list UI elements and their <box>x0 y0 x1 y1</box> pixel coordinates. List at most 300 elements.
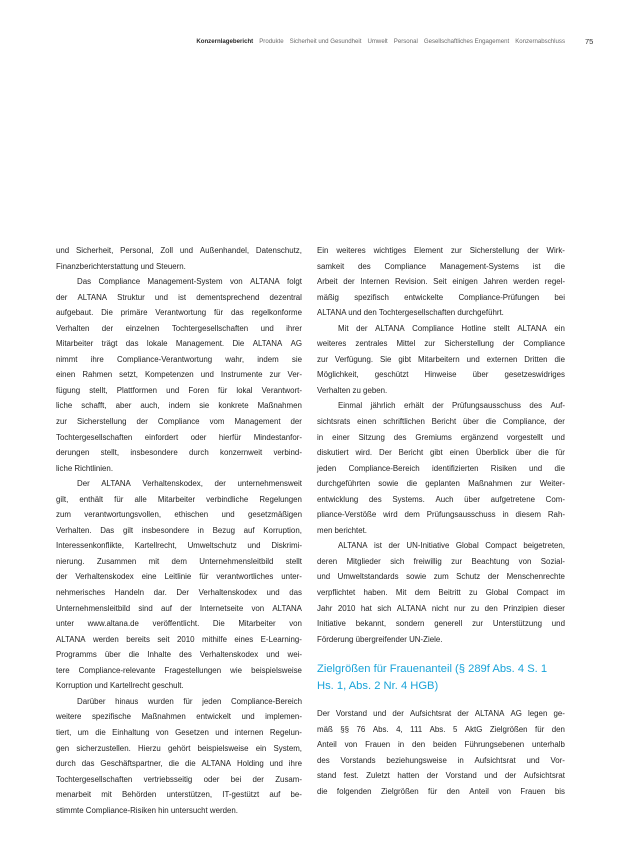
word: unternehmensweit <box>237 479 302 489</box>
page-number: 75 <box>585 37 594 46</box>
word: indem <box>168 401 191 411</box>
word: durchgeführten <box>317 479 371 489</box>
word: die <box>168 759 180 769</box>
word: mit <box>101 790 112 800</box>
word: hatten <box>397 771 420 781</box>
word: des <box>317 755 330 765</box>
word: Kartellrecht, <box>134 541 177 551</box>
word: Compliance <box>384 261 427 271</box>
word: die <box>95 727 106 737</box>
word: Compliance-Verantwortung <box>116 354 213 364</box>
word: geschützt <box>374 370 409 380</box>
word: der <box>457 709 469 719</box>
word: gesetzmäßigen <box>248 510 302 520</box>
word: Vor- <box>550 755 565 765</box>
word: AG <box>290 339 302 349</box>
word: Korruption, <box>263 525 302 535</box>
word: zur <box>450 246 462 255</box>
word: das <box>230 308 244 318</box>
nav-item[interactable]: Konzernabschluss <box>515 38 565 45</box>
word: für <box>199 572 209 582</box>
text-line <box>317 569 565 585</box>
text-line <box>56 336 302 352</box>
word: insbesondere <box>130 448 178 458</box>
word: primäre <box>120 308 148 318</box>
word: des <box>529 401 543 411</box>
word: pliance-Verstöße <box>317 510 377 520</box>
word: Das <box>77 277 92 287</box>
text-line: stimmte Compliance-Risiken hin untersucht werden. <box>56 805 238 815</box>
word: von <box>289 619 302 629</box>
word: generell <box>434 619 463 629</box>
word: Regelun- <box>269 727 302 737</box>
word: Einhaltung <box>112 727 150 737</box>
text-line <box>56 305 302 321</box>
section-body <box>317 706 565 799</box>
word: auf <box>161 603 172 613</box>
word: unter- <box>281 572 302 582</box>
text-line <box>317 784 565 800</box>
right-column <box>317 243 565 800</box>
word: Die <box>212 619 225 629</box>
word: ihre <box>288 759 302 769</box>
word: den <box>484 603 498 613</box>
word: System, <box>273 743 302 753</box>
word: fest. <box>343 771 359 781</box>
word: diesem <box>515 510 541 520</box>
word: Rah- <box>547 510 565 520</box>
word: alle <box>134 494 147 504</box>
word: von <box>229 277 243 287</box>
word: Überblick <box>475 448 509 458</box>
word: ALTANA <box>517 323 547 333</box>
word: die <box>538 448 549 458</box>
word: zentrales <box>355 339 388 349</box>
word: der <box>487 572 500 582</box>
section-heading <box>317 661 565 694</box>
word: Mitarbeiter <box>157 494 196 504</box>
word: folgenden <box>336 786 372 796</box>
word: von <box>251 603 265 613</box>
word: Leitlinie <box>164 572 192 582</box>
word: gibt <box>398 354 412 364</box>
text-line <box>317 352 565 368</box>
text-line <box>317 414 565 430</box>
text-line: men berichtet. <box>317 525 367 535</box>
word: ALTANA <box>338 541 368 551</box>
word: Auf- <box>550 401 565 411</box>
word: mäßig <box>317 292 339 302</box>
text-line <box>56 585 302 601</box>
word: dezentral <box>269 292 302 302</box>
word: ge- <box>553 709 565 719</box>
word: spezifische <box>91 712 131 722</box>
word: weitere <box>56 712 82 722</box>
word: den <box>551 724 565 734</box>
word: Compliance-Bereich <box>348 463 420 473</box>
word: zur <box>424 339 436 349</box>
word: Verhaltenskodex, <box>142 479 203 489</box>
word: der <box>343 277 355 287</box>
word: Unternehmensleitbild <box>199 556 274 566</box>
word: beiden <box>432 740 457 750</box>
text-line <box>56 741 302 757</box>
word: stellt <box>285 556 302 566</box>
word: entwickelte <box>404 292 444 302</box>
word: Instrumente <box>220 370 263 380</box>
word: bis <box>554 786 565 796</box>
word: des <box>393 432 407 442</box>
text-line <box>317 538 565 554</box>
text-line <box>317 753 565 769</box>
word: Struktur <box>117 292 145 302</box>
text-line <box>317 445 565 461</box>
word: und <box>551 432 565 442</box>
word: Tochtergesellschaften <box>56 432 133 442</box>
word: des <box>357 261 371 271</box>
word: die <box>554 261 565 271</box>
word: mäß <box>317 724 333 734</box>
word: §§ <box>340 724 350 734</box>
word: sicherzustellen. <box>76 743 131 753</box>
word: Maßnahmen <box>257 401 302 411</box>
word: wird. <box>355 448 373 458</box>
word: Anteil <box>317 740 337 750</box>
text-line <box>56 367 302 383</box>
word: der <box>502 339 515 349</box>
word: der <box>527 246 539 255</box>
word: Programms <box>56 650 97 660</box>
text-line <box>56 601 302 617</box>
word: in <box>317 432 324 442</box>
word: werden <box>92 634 119 644</box>
text-line <box>317 461 565 477</box>
word: werden <box>513 277 540 287</box>
word: und <box>528 463 543 473</box>
word: spezifisch <box>354 292 389 302</box>
word: Die <box>232 339 245 349</box>
word: zum <box>433 572 449 582</box>
word: ist <box>178 292 187 302</box>
word: Datenschutz, <box>255 246 302 255</box>
word: das <box>289 588 302 598</box>
word: oder <box>190 432 207 442</box>
word: Beachtung <box>471 556 510 566</box>
word: Sicherheit, <box>76 246 114 255</box>
word: einzelnen <box>125 323 160 333</box>
word: Management. <box>175 339 225 349</box>
word: wichtiges <box>373 246 407 255</box>
word: sowie <box>378 479 399 489</box>
word: stellt, <box>89 385 108 395</box>
word: Wirk- <box>546 246 565 255</box>
word: Global <box>485 588 509 598</box>
word: ein <box>255 743 267 753</box>
word: die <box>485 417 497 427</box>
page-header <box>0 37 634 49</box>
word: folgt <box>287 277 302 287</box>
word: Sitzung <box>358 432 385 442</box>
word: ALTANA <box>474 709 505 719</box>
nav-item[interactable]: Sicherheit und Gesundheit <box>289 38 362 45</box>
word: nicht <box>431 603 449 613</box>
nav-item[interactable]: Produkte <box>259 38 284 45</box>
word: beispielsweise <box>251 665 302 675</box>
text-line <box>56 414 302 430</box>
word: und <box>179 246 194 255</box>
word: Foren <box>188 385 209 395</box>
word: setzt, <box>119 370 138 380</box>
text-line <box>317 601 565 617</box>
word: Ver- <box>287 370 302 380</box>
word: beigetreten, <box>523 541 565 551</box>
text-line <box>56 476 302 492</box>
word: implemen- <box>265 712 302 722</box>
word: Rahmen <box>82 370 113 380</box>
nav-item[interactable]: Gesellschaftliches Engagement <box>423 38 510 45</box>
word: ALTANA <box>375 323 405 333</box>
right-column-body <box>317 243 565 647</box>
text-line: Verhalten zu geben. <box>317 385 388 395</box>
word: zur <box>317 354 328 364</box>
word: freiwillig <box>413 556 442 566</box>
word: in <box>197 525 204 535</box>
word: jeden <box>202 696 222 706</box>
text-line <box>317 492 565 508</box>
word: der <box>553 417 565 427</box>
word: und <box>466 354 480 364</box>
word: Verhaltenskodex <box>198 588 257 598</box>
word: Schutz <box>456 572 481 582</box>
word: ALTANA <box>396 603 427 613</box>
word: das <box>81 759 95 769</box>
word: ALTANA <box>272 603 302 613</box>
word: und <box>269 759 283 769</box>
word: 4, <box>396 724 403 734</box>
word: 5 <box>452 724 458 734</box>
text-line <box>317 722 565 738</box>
word: Com- <box>545 494 565 504</box>
word: vertriebsseitig <box>143 774 193 784</box>
text-line: Finanzberichterstattung und Steuern. <box>56 261 186 271</box>
word: ihrer <box>286 323 302 333</box>
word: für <box>183 696 193 706</box>
text-line <box>317 336 565 352</box>
word: IT-gestützt <box>222 790 260 800</box>
word: unterhalb <box>532 740 565 750</box>
word: 2010 <box>177 634 195 644</box>
word: wird <box>383 510 398 520</box>
word: Der <box>379 448 392 458</box>
text-line <box>56 632 302 648</box>
word: tiert, <box>56 727 72 737</box>
word: über <box>104 650 121 660</box>
word: nierung. <box>56 556 85 566</box>
word: Verhalten <box>56 323 90 333</box>
word: über <box>463 417 479 427</box>
text-line <box>56 756 302 772</box>
word: schriftlichen <box>383 417 425 427</box>
word: Zuletzt <box>366 771 390 781</box>
word: ALTANA <box>77 292 108 302</box>
word: Führungsebenen <box>464 740 525 750</box>
word: Aufsichtsrat <box>474 755 516 765</box>
word: Regelungen <box>259 494 302 504</box>
word: von <box>498 786 512 796</box>
word: zur <box>472 619 484 629</box>
word: zur <box>451 556 463 566</box>
word: nimmt <box>56 354 78 364</box>
word: einen <box>56 370 76 380</box>
word: jährlich <box>370 401 396 411</box>
word: be- <box>290 790 302 800</box>
word: und <box>56 246 70 255</box>
text-line: liche Richtlinien. <box>56 463 114 473</box>
text-line <box>56 523 302 539</box>
word: mit <box>148 556 160 566</box>
word: Sicherstellung <box>76 417 127 427</box>
text-line <box>317 367 565 383</box>
word: haben. <box>363 588 388 598</box>
word: ethischen <box>174 510 209 520</box>
word: internen <box>234 727 264 737</box>
word: Management-Systems <box>439 261 519 271</box>
word: von <box>344 740 358 750</box>
word: Geschäftspartner, <box>100 759 163 769</box>
word: Personal, <box>120 246 154 255</box>
text-line <box>56 663 302 679</box>
word: 111 <box>410 724 423 734</box>
word: hierfür <box>218 432 242 442</box>
nav-item[interactable]: Personal <box>393 38 418 45</box>
text-line <box>56 243 302 259</box>
word: Initiative <box>317 619 346 629</box>
word: über <box>472 370 489 380</box>
word: ALTANA <box>201 759 232 769</box>
nav-item[interactable]: Konzernlagebericht <box>196 38 254 45</box>
word: auch, <box>140 401 160 411</box>
word: Maßnahmen <box>468 479 513 489</box>
word: Sie <box>379 354 392 364</box>
word: deren <box>317 556 338 566</box>
word: Revision. <box>394 277 428 287</box>
text-line <box>317 243 565 259</box>
word: Hinweise <box>424 370 457 380</box>
word: seit <box>157 634 170 644</box>
word: dar. <box>153 588 167 598</box>
word: für <box>213 308 224 318</box>
word: Umweltstandards <box>337 572 399 582</box>
text-line <box>317 430 565 446</box>
word: Die <box>101 308 113 318</box>
text-line <box>56 352 302 368</box>
text-line: Förderung übergreifender UN-Ziele. <box>317 634 443 644</box>
word: schafft, <box>81 401 107 411</box>
word: einen <box>357 417 377 427</box>
word: wie <box>230 665 242 675</box>
word: bei <box>230 774 242 784</box>
word: des <box>368 494 382 504</box>
word: auf <box>243 525 255 535</box>
word: Ein <box>317 246 329 255</box>
nav-item[interactable]: Umwelt <box>367 38 388 45</box>
word: die <box>406 479 418 489</box>
word: Zusam- <box>275 774 302 784</box>
word: Bericht <box>431 417 457 427</box>
text-line <box>56 554 302 570</box>
word: und <box>526 755 540 765</box>
word: nehmerisches <box>56 588 106 598</box>
word: Unternehmensleitbild <box>56 603 131 613</box>
section-nav <box>196 37 565 47</box>
word: Bezug <box>212 525 235 535</box>
word: bekannt, <box>355 619 387 629</box>
word: konkrete <box>218 401 249 411</box>
word: enthält <box>79 494 104 504</box>
word: Compliance <box>157 417 200 427</box>
word: dieser <box>543 603 565 613</box>
word: sowie <box>406 572 427 582</box>
word: Global <box>455 541 479 551</box>
word: ALTANA <box>250 277 280 287</box>
section-heading-line: Hs. 1, Abs. 2 Nr. 4 HGB) <box>317 679 439 692</box>
text-line <box>56 274 302 290</box>
word: und <box>484 771 498 781</box>
word: auf <box>269 790 281 800</box>
word: und <box>166 385 180 395</box>
text-line <box>317 476 565 492</box>
word: E-Learning- <box>260 634 302 644</box>
text-line: ALTANA und den Tochtergesellschaften durchgeführt. <box>317 308 504 318</box>
word: Anteil <box>469 786 489 796</box>
word: und <box>241 712 255 722</box>
text-line <box>56 538 302 554</box>
text-line <box>317 274 565 290</box>
word: regelkonforme <box>251 308 302 318</box>
word: verantwortliches <box>216 572 274 582</box>
word: Einmal <box>338 401 363 411</box>
word: Holding <box>236 759 264 769</box>
text-line: Korruption und Kartellrecht geschult. <box>56 681 184 691</box>
word: Verfügung. <box>334 354 374 364</box>
word: und <box>154 292 169 302</box>
word: www.altana.de <box>87 619 139 629</box>
word: Compact <box>485 541 517 551</box>
word: und <box>266 588 280 598</box>
word: Systems. <box>392 494 425 504</box>
word: Frauen <box>365 740 391 750</box>
word: eines <box>234 634 254 644</box>
word: und <box>247 541 261 551</box>
word: indem <box>257 354 279 364</box>
word: ist <box>374 541 382 551</box>
text-line <box>56 507 302 523</box>
word: Der <box>317 709 330 719</box>
word: derungen <box>56 448 90 458</box>
word: und <box>266 650 280 660</box>
section-heading-line: Zielgrößen für Frauenanteil (§ 289f Abs. 4 S. 1 <box>317 663 548 676</box>
word: Hotline <box>461 323 486 333</box>
word: lokal <box>236 385 253 395</box>
word: Möglichkeit, <box>317 370 359 380</box>
word: Prüfungsausschuss <box>426 510 496 520</box>
word: vom <box>209 417 225 427</box>
word: Mit <box>395 588 407 598</box>
word: die <box>554 354 565 364</box>
text-line <box>56 398 302 414</box>
word: gilt, <box>56 494 69 504</box>
word: trägt <box>101 339 118 349</box>
